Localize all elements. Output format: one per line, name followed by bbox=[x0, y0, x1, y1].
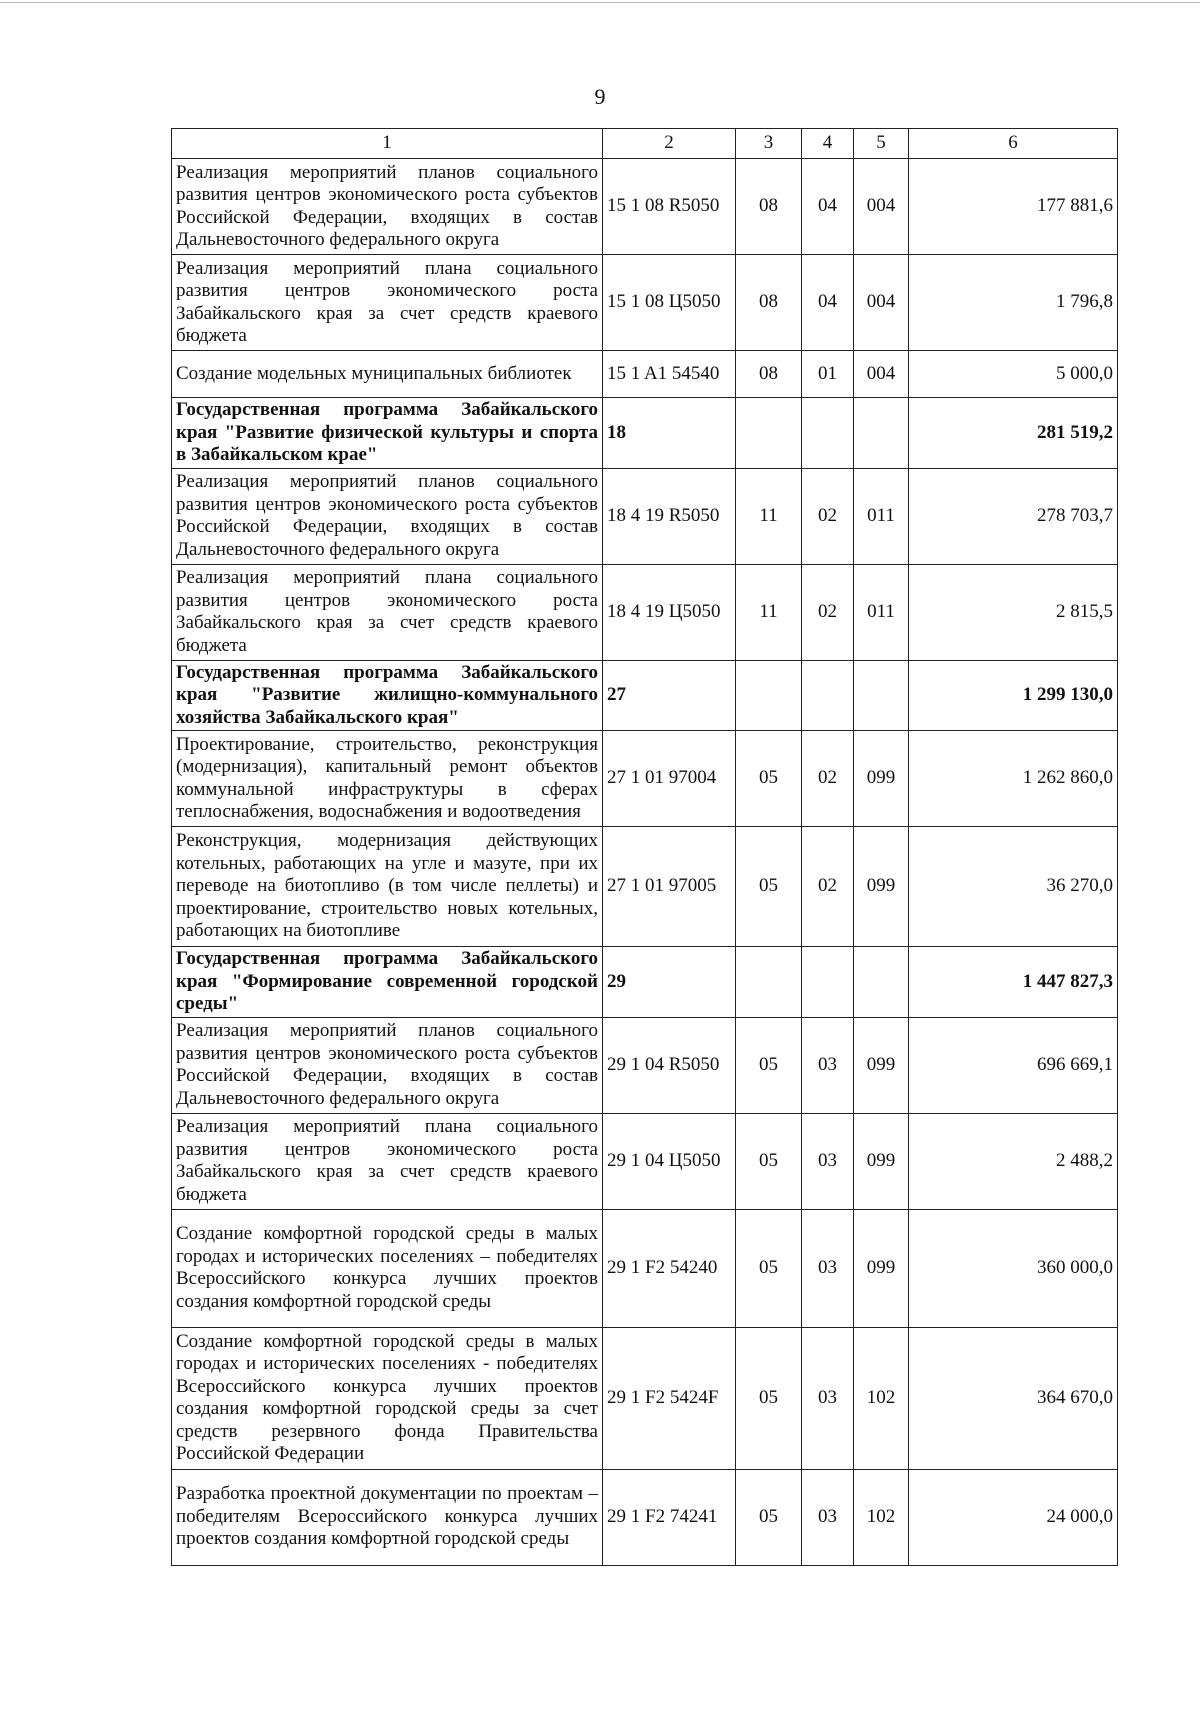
row-section-cell: 05 bbox=[736, 1113, 802, 1209]
row-subsection-cell: 02 bbox=[802, 827, 854, 947]
row-ministry-cell: 099 bbox=[854, 731, 909, 827]
row-ministry-cell: 011 bbox=[854, 468, 909, 564]
row-ministry-cell: 099 bbox=[854, 1017, 909, 1113]
top-scan-edge bbox=[0, 2, 1200, 3]
row-amount-cell: 696 669,1 bbox=[909, 1017, 1118, 1113]
column-header: 3 bbox=[736, 129, 802, 159]
row-ministry-cell bbox=[854, 947, 909, 1018]
row-section-cell: 08 bbox=[736, 159, 802, 255]
row-subsection-cell: 02 bbox=[802, 564, 854, 660]
row-subsection-cell: 01 bbox=[802, 351, 854, 398]
row-name-cell: Разработка проектной документации по проектам – победителям Всероссийского конкурса лучших проектов создания комфортной городской среды bbox=[172, 1469, 603, 1565]
program-row bbox=[172, 947, 1118, 1018]
row-subsection-cell: 03 bbox=[802, 1327, 854, 1469]
row-section-cell: 05 bbox=[736, 827, 802, 947]
row-amount-cell: 2 815,5 bbox=[909, 564, 1118, 660]
row-subsection-cell: 03 bbox=[802, 1209, 854, 1327]
row-code-cell: 27 1 01 97005 bbox=[603, 827, 736, 947]
row-amount-cell: 360 000,0 bbox=[909, 1209, 1118, 1327]
row-name-cell: Проектирование, строительство, реконструкция (модернизация), капитальный ремонт объектов коммунальной инфраструктуры в сферах теплоснабжения, водоснабжения и водоотведения bbox=[172, 731, 603, 827]
row-ministry-cell bbox=[854, 398, 909, 469]
row-code-cell: 29 bbox=[603, 947, 736, 1018]
row-code-cell: 29 1 F2 74241 bbox=[603, 1469, 736, 1565]
row-ministry-cell: 004 bbox=[854, 255, 909, 351]
row-amount-cell: 5 000,0 bbox=[909, 351, 1118, 398]
row-amount-cell: 2 488,2 bbox=[909, 1113, 1118, 1209]
row-name-cell: Реализация мероприятий планов социального развития центров экономического роста субъектов Российской Федерации, входящих в состав Дальневосточного федерального округа bbox=[172, 1017, 603, 1113]
row-subsection-cell: 02 bbox=[802, 468, 854, 564]
row-amount-cell: 36 270,0 bbox=[909, 827, 1118, 947]
table-row bbox=[172, 564, 1118, 660]
column-header: 1 bbox=[172, 129, 603, 159]
row-code-cell: 15 1 08 Ц5050 bbox=[603, 255, 736, 351]
row-ministry-cell: 011 bbox=[854, 564, 909, 660]
row-amount-cell: 278 703,7 bbox=[909, 468, 1118, 564]
row-ministry-cell: 004 bbox=[854, 159, 909, 255]
row-name-cell: Реализация мероприятий планов социального развития центров экономического роста субъектов Российской Федерации, входящих в состав Дальневосточного федерального округа bbox=[172, 468, 603, 564]
row-subsection-cell bbox=[802, 947, 854, 1018]
row-subsection-cell: 04 bbox=[802, 159, 854, 255]
page-number: 9 bbox=[594, 84, 606, 109]
row-name-cell: Государственная программа Забайкальского края "Развитие жилищно-коммунального хозяйства Забайкальского края" bbox=[172, 660, 603, 731]
row-section-cell: 11 bbox=[736, 468, 802, 564]
table-row bbox=[172, 159, 1118, 255]
row-ministry-cell: 102 bbox=[854, 1469, 909, 1565]
row-name-cell: Создание модельных муниципальных библиотек bbox=[172, 351, 603, 398]
row-section-cell: 05 bbox=[736, 1469, 802, 1565]
row-name-cell: Государственная программа Забайкальского края "Развитие физической культуры и спорта в Забайкальском крае" bbox=[172, 398, 603, 469]
row-section-cell bbox=[736, 947, 802, 1018]
row-ministry-cell: 102 bbox=[854, 1327, 909, 1469]
budget-table bbox=[171, 128, 1118, 1566]
row-subsection-cell: 04 bbox=[802, 255, 854, 351]
row-code-cell: 27 bbox=[603, 660, 736, 731]
table-row bbox=[172, 1017, 1118, 1113]
table-row bbox=[172, 1113, 1118, 1209]
row-code-cell: 29 1 F2 54240 bbox=[603, 1209, 736, 1327]
table-row bbox=[172, 1469, 1118, 1565]
row-ministry-cell bbox=[854, 660, 909, 731]
table-row bbox=[172, 255, 1118, 351]
row-amount-cell: 364 670,0 bbox=[909, 1327, 1118, 1469]
row-code-cell: 18 4 19 R5050 bbox=[603, 468, 736, 564]
row-section-cell: 11 bbox=[736, 564, 802, 660]
row-name-cell: Создание комфортной городской среды в малых городах и исторических поселениях – победителях Всероссийского конкурса лучших проектов создания комфортной городской среды bbox=[172, 1209, 603, 1327]
row-subsection-cell: 03 bbox=[802, 1113, 854, 1209]
row-section-cell: 05 bbox=[736, 1017, 802, 1113]
row-code-cell: 18 4 19 Ц5050 bbox=[603, 564, 736, 660]
table-row bbox=[172, 827, 1118, 947]
row-amount-cell: 281 519,2 bbox=[909, 398, 1118, 469]
row-section-cell: 05 bbox=[736, 731, 802, 827]
table-row bbox=[172, 351, 1118, 398]
row-subsection-cell bbox=[802, 660, 854, 731]
row-section-cell: 08 bbox=[736, 351, 802, 398]
row-name-cell: Государственная программа Забайкальского края "Формирование современной городской среды" bbox=[172, 947, 603, 1018]
row-amount-cell: 1 796,8 bbox=[909, 255, 1118, 351]
row-section-cell: 05 bbox=[736, 1209, 802, 1327]
row-code-cell: 15 1 08 R5050 bbox=[603, 159, 736, 255]
table-row bbox=[172, 1209, 1118, 1327]
table-row bbox=[172, 468, 1118, 564]
row-amount-cell: 1 299 130,0 bbox=[909, 660, 1118, 731]
row-name-cell: Реализация мероприятий плана социального развития центров экономического роста Забайкальского края за счет средств краевого бюджета bbox=[172, 564, 603, 660]
row-code-cell: 29 1 04 R5050 bbox=[603, 1017, 736, 1113]
header-row bbox=[172, 129, 1118, 159]
row-section-cell: 08 bbox=[736, 255, 802, 351]
row-name-cell: Реализация мероприятий плана социального развития центров экономического роста Забайкальского края за счет средств краевого бюджета bbox=[172, 1113, 603, 1209]
row-subsection-cell: 02 bbox=[802, 731, 854, 827]
row-amount-cell: 1 262 860,0 bbox=[909, 731, 1118, 827]
row-name-cell: Создание комфортной городской среды в малых городах и исторических поселениях - победителях Всероссийского конкурса лучших проектов создания комфортной городской среды за счет средств резервного фонда Правительства Российской Федерации bbox=[172, 1327, 603, 1469]
row-subsection-cell bbox=[802, 398, 854, 469]
column-header: 6 bbox=[909, 129, 1118, 159]
row-ministry-cell: 004 bbox=[854, 351, 909, 398]
row-section-cell bbox=[736, 660, 802, 731]
program-row bbox=[172, 398, 1118, 469]
column-header: 2 bbox=[603, 129, 736, 159]
row-amount-cell: 177 881,6 bbox=[909, 159, 1118, 255]
row-section-cell bbox=[736, 398, 802, 469]
row-ministry-cell: 099 bbox=[854, 1113, 909, 1209]
row-code-cell: 29 1 04 Ц5050 bbox=[603, 1113, 736, 1209]
row-code-cell: 15 1 A1 54540 bbox=[603, 351, 736, 398]
row-code-cell: 18 bbox=[603, 398, 736, 469]
column-header: 4 bbox=[802, 129, 854, 159]
table-row bbox=[172, 731, 1118, 827]
row-amount-cell: 1 447 827,3 bbox=[909, 947, 1118, 1018]
row-ministry-cell: 099 bbox=[854, 1209, 909, 1327]
row-code-cell: 29 1 F2 5424F bbox=[603, 1327, 736, 1469]
row-name-cell: Реконструкция, модернизация действующих котельных, работающих на угле и мазуте, при их переводе на биотопливо (в том числе пеллеты) и проектирование, строительство новых котельных, работающих на биотопливе bbox=[172, 827, 603, 947]
row-subsection-cell: 03 bbox=[802, 1017, 854, 1113]
row-section-cell: 05 bbox=[736, 1327, 802, 1469]
row-ministry-cell: 099 bbox=[854, 827, 909, 947]
table-row bbox=[172, 1327, 1118, 1469]
row-name-cell: Реализация мероприятий планов социального развития центров экономического роста субъектов Российской Федерации, входящих в состав Дальневосточного федерального округа bbox=[172, 159, 603, 255]
row-name-cell: Реализация мероприятий плана социального развития центров экономического роста Забайкальского края за счет средств краевого бюджета bbox=[172, 255, 603, 351]
row-code-cell: 27 1 01 97004 bbox=[603, 731, 736, 827]
row-subsection-cell: 03 bbox=[802, 1469, 854, 1565]
column-header: 5 bbox=[854, 129, 909, 159]
row-amount-cell: 24 000,0 bbox=[909, 1469, 1118, 1565]
program-row bbox=[172, 660, 1118, 731]
